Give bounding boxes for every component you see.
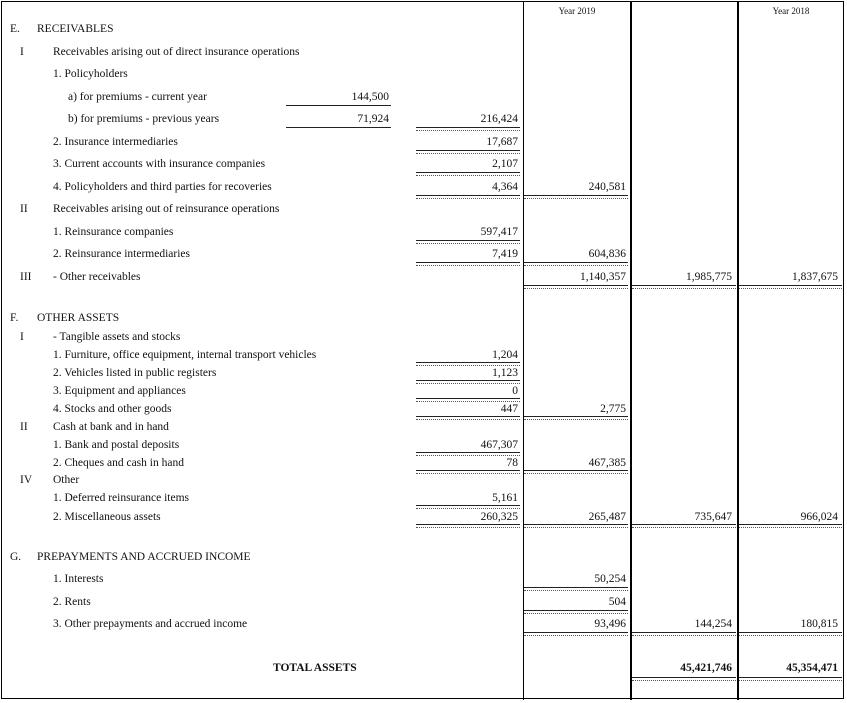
line-label: b) for premiums - previous years [68,113,220,125]
subsection-number: II [20,203,28,215]
year-2018-header: Year 2018 [772,6,810,16]
total-assets-2018: 45,354,471 [786,662,838,674]
line-label: 2. Miscellaneous assets [53,511,161,523]
section-letter: F. [10,312,19,324]
section-total-2018: 1,837,675 [792,271,838,283]
line-label: 2. Cheques and cash in hand [53,457,184,469]
subsection-title: - Other receivables [53,271,141,283]
line-value: 504 [608,596,626,608]
line-label: 4. Stocks and other goods [53,403,172,415]
section-total-2018: 966,024 [800,511,838,523]
column-divider [737,1,739,700]
year-2019-header: Year 2019 [558,6,596,16]
line-label: 3. Current accounts with insurance companies [53,158,266,170]
line-value: 5,161 [492,492,518,504]
line-value: 50,254 [594,573,626,585]
subsection-number: IV [20,474,33,486]
section-letter: E. [10,23,20,35]
line-value: 260,325 [480,511,518,523]
line-label: 1. Policyholders [53,68,128,80]
line-value: 265,487 [588,511,626,523]
line-value: 216,424 [480,113,518,125]
line-label: 1. Bank and postal deposits [53,439,180,451]
line-label: 4. Policyholders and third parties for recoveries [53,181,272,193]
line-value: 467,385 [588,457,626,469]
line-label: 2. Insurance intermediaries [53,136,178,148]
line-value: 2,775 [600,403,626,415]
subsection-number: II [20,421,28,433]
section-total-2018: 180,815 [800,618,838,630]
line-value: 7,419 [492,248,518,260]
line-value: 1,204 [492,349,518,361]
line-label: 1. Furniture, office equipment, internal transport vehicles [53,349,317,361]
section-total-2019: 144,254 [694,618,732,630]
total-assets-label: TOTAL ASSETS [273,662,357,674]
line-value: 447 [500,403,518,415]
line-value: 240,581 [588,181,626,193]
line-value: 17,687 [486,136,518,148]
line-value: 144,500 [351,91,389,103]
line-value: 4,364 [492,181,518,193]
subsection-number: III [20,271,32,283]
line-label: 3. Equipment and appliances [53,385,186,397]
line-label: 2. Vehicles listed in public registers [53,367,217,379]
line-value: 71,924 [357,113,389,125]
line-label: 1. Deferred reinsurance items [53,492,190,504]
line-value: 604,836 [588,248,626,260]
line-label: 1. Reinsurance companies [53,226,174,238]
subsection-number: I [20,331,24,343]
subsection-number: I [20,46,24,58]
column-divider [630,1,632,700]
line-label: 2. Reinsurance intermediaries [53,248,190,260]
subsection-title: - Tangible assets and stocks [53,331,181,343]
section-total-2019: 735,647 [694,511,732,523]
section-letter: G. [10,551,22,563]
subsection-title: Receivables arising out of direct insurance operations [53,46,300,58]
line-value: 1,140,357 [580,271,626,283]
line-value: 93,496 [594,618,626,630]
subsection-title: Receivables arising out of reinsurance operations [53,203,280,215]
line-value: 78 [506,457,518,469]
section-title: PREPAYMENTS AND ACCRUED INCOME [37,551,251,563]
subsection-title: Cash at bank and in hand [53,421,169,433]
line-value: 597,417 [480,226,518,238]
line-label: 2. Rents [53,596,91,608]
section-title: RECEIVABLES [37,23,114,35]
total-assets-2019: 45,421,746 [680,662,732,674]
line-value: 0 [512,385,518,397]
section-title: OTHER ASSETS [37,312,120,324]
section-total-2019: 1,985,775 [686,271,732,283]
line-value: 1,123 [492,367,518,379]
line-label: a) for premiums - current year [68,91,207,103]
line-label: 1. Interests [53,573,104,585]
line-value: 467,307 [480,439,518,451]
line-value: 2,107 [492,158,518,170]
line-label: 3. Other prepayments and accrued income [53,618,248,630]
subsection-title: Other [53,474,80,486]
